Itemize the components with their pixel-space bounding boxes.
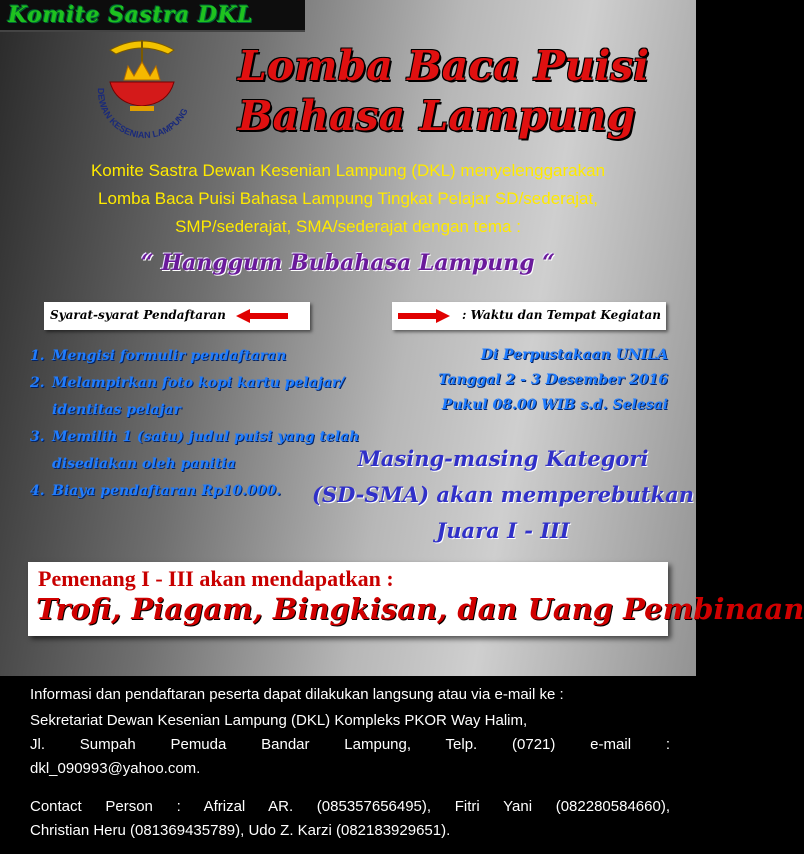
event-label: : Waktu dan Tempat Kegiatan — [462, 308, 661, 322]
title-line-2: Bahasa Lampung — [238, 92, 636, 140]
event-place: Di Perpustakaan UNILA — [480, 347, 668, 363]
list-item-text: Biaya pendaftaran Rp10.000. — [52, 483, 281, 499]
intro-line-1: Komite Sastra Dewan Kesenian Lampung (DKL) menyelenggarakan — [90, 161, 606, 180]
top-banner — [0, 0, 305, 32]
arrow-right-icon — [398, 309, 450, 323]
requirements-list — [30, 343, 359, 505]
list-item-number: 2. — [30, 375, 45, 391]
footer-info-3: Jl. Sumpah Pemuda Bandar Lampung, Telp. (0721) e-mail : — [30, 736, 670, 753]
requirements-label: Syarat-syarat Pendaftaran — [50, 308, 226, 322]
banner-text: Komite Sastra DKL — [8, 2, 254, 28]
category-line-3: Juara I - III — [436, 518, 570, 543]
intro-line-2: Lomba Baca Puisi Bahasa Lampung Tingkat Pelajar SD/sederajat, — [98, 189, 598, 208]
logo-text: DEWAN KESENIAN LAMPUNG — [95, 87, 190, 141]
list-item-text: Memilih 1 (satu) judul puisi yang telah — [52, 429, 360, 445]
footer-email[interactable]: dkl_090993@yahoo.com. — [30, 760, 201, 777]
prize-box — [28, 562, 804, 636]
event-date: Tanggal 2 - 3 Desember 2016 — [438, 372, 668, 388]
list-item-number: 1. — [30, 348, 45, 364]
event-info — [420, 343, 668, 418]
footer-contact-2: Christian Heru (081369435789), Udo Z. Karzi (082183929651). — [30, 822, 451, 839]
theme-text: “ Hanggum Bubahasa Lampung “ — [141, 250, 555, 276]
prize-items: Trofi, Piagam, Bingkisan, dan Uang Pembinaan — [36, 592, 804, 626]
arrow-left-icon — [236, 309, 288, 323]
dkl-logo — [80, 36, 205, 151]
intro-line-3: SMP/sederajat, SMA/sederajat dengan tema : — [175, 217, 521, 236]
list-item-number: 3. — [30, 429, 45, 445]
list-item — [30, 370, 359, 424]
footer-info-1: Informasi dan pendaftaran peserta dapat dilakukan langsung atau via e-mail ke : — [30, 686, 564, 703]
event-label-box — [392, 302, 666, 330]
list-item-text: Melampirkan foto kopi kartu pelajar/ — [52, 375, 345, 391]
list-item — [30, 343, 359, 370]
title-line-1: Lomba Baca Puisi — [238, 42, 649, 90]
requirements-label-box — [44, 302, 310, 330]
event-time: Pukul 08.00 WIB s.d. Selesai — [441, 397, 668, 413]
footer-contact-1: Contact Person : Afrizal AR. (085357656495), Fitri Yani (082280584660), — [30, 798, 670, 815]
list-item-number: 4. — [30, 483, 45, 499]
footer-info-2: Sekretariat Dewan Kesenian Lampung (DKL) Kompleks PKOR Way Halim, — [30, 712, 528, 729]
list-item-text-cont: identitas pelajar — [52, 402, 181, 418]
list-item-text-cont: disediakan oleh panitia — [52, 456, 236, 472]
list-item-text: Mengisi formulir pendaftaran — [52, 348, 287, 364]
footer — [0, 676, 696, 854]
prize-heading: Pemenang I - III akan mendapatkan : — [38, 566, 394, 591]
category-line-2: (SD-SMA) akan memperebutkan — [311, 482, 695, 507]
category-line-1: Masing-masing Kategori — [357, 446, 649, 471]
